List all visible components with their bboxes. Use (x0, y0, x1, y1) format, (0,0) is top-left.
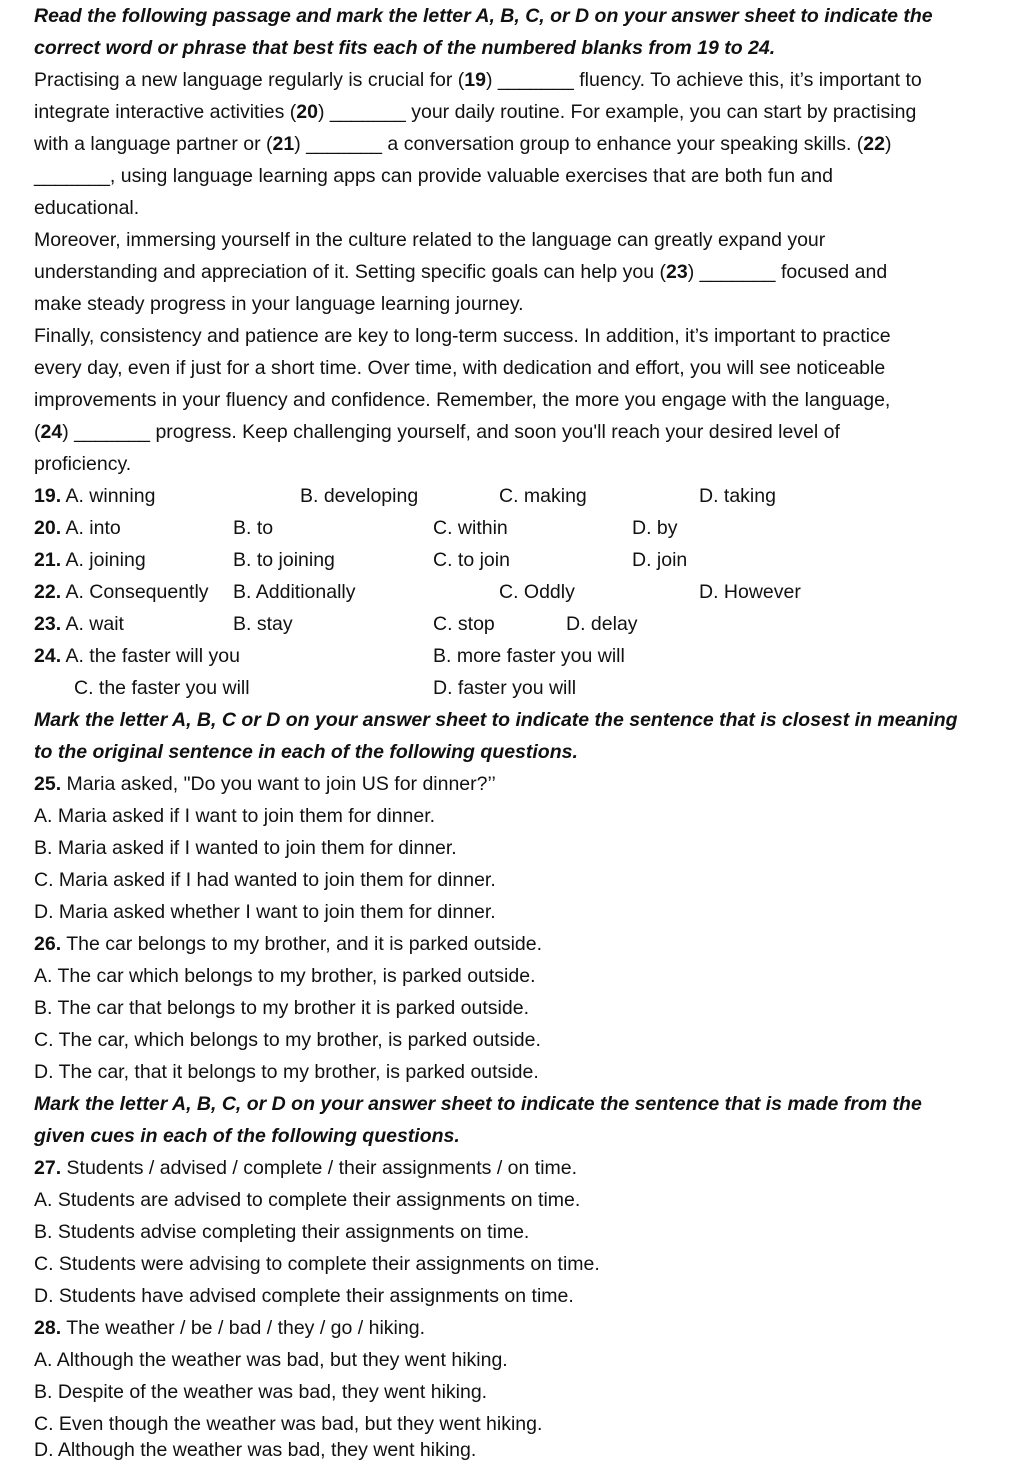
question-text: Maria asked, "Do you want to join US for dinner?’’ (66, 773, 496, 795)
option-c[interactable]: C. stop (433, 613, 495, 635)
option-d[interactable]: D. The car, that it belongs to my brother, is parked outside. (34, 1061, 539, 1083)
text: ) _______ fluency. To achieve this, it’s important to (486, 69, 922, 91)
option-b[interactable]: B. Despite of the weather was bad, they went hiking. (34, 1381, 488, 1403)
text: ) _______ your daily routine. For example, you can start by practising (317, 101, 917, 123)
option-c[interactable]: C. Maria asked if I had wanted to join them for dinner. (34, 869, 496, 891)
text: Practising a new language regularly is crucial for ( (34, 69, 465, 91)
question-21 (34, 544, 974, 576)
option-d[interactable]: D. by (632, 517, 678, 539)
option-b[interactable]: B. more faster you will (433, 645, 625, 667)
blank-number: 21 (272, 133, 295, 155)
blank-number: 23 (666, 261, 688, 283)
passage-line-7 (34, 256, 974, 288)
question-number: 24. (34, 645, 62, 667)
option-c[interactable]: C. making (499, 485, 587, 507)
passage-line-6: Moreover, immersing yourself in the culture related to the language can greatly expand your (34, 229, 826, 251)
option-c[interactable]: C. Even though the weather was bad, but they went hiking. (34, 1413, 543, 1435)
option-c[interactable]: C. Students were advising to complete their assignments on time. (34, 1253, 600, 1275)
question-number: 27. (34, 1157, 62, 1179)
text: integrate interactive activities ( (34, 101, 297, 123)
blank-number: 24 (40, 421, 63, 443)
option-d[interactable]: D. faster you will (433, 677, 577, 699)
question-25 (34, 768, 974, 800)
text: with a language partner or ( (34, 133, 273, 155)
text: ( (34, 421, 41, 443)
question-number: 28. (34, 1317, 62, 1339)
question-22 (34, 576, 974, 608)
passage-line-3 (34, 128, 974, 160)
question-text: The weather / be / bad / they / go / hiking. (66, 1317, 425, 1339)
option-a[interactable]: A. The car which belongs to my brother, is parked outside. (34, 965, 536, 987)
instruction-1-line-1: Read the following passage and mark the letter A, B, C, or D on your answer sheet to indicate the (34, 5, 933, 27)
option-a[interactable]: A. into (65, 517, 121, 539)
option-d[interactable]: D. taking (699, 485, 776, 507)
blank-number: 19 (464, 69, 486, 91)
text: ) _______ progress. Keep challenging yourself, and soon you'll reach your desired level of (62, 421, 840, 443)
option-a[interactable]: A. Maria asked if I want to join them for dinner. (34, 805, 436, 827)
option-b[interactable]: B. The car that belongs to my brother it is parked outside. (34, 997, 529, 1019)
option-b[interactable]: B. developing (300, 485, 419, 507)
question-26 (34, 928, 974, 960)
passage-line-4: _______, using language learning apps can provide valuable exercises that are both fun and (34, 165, 833, 187)
option-a[interactable]: A. joining (65, 549, 146, 571)
option-d[interactable]: D. However (699, 581, 801, 603)
passage-line-1 (34, 64, 974, 96)
option-d[interactable]: D. Although the weather was bad, they went hiking. (34, 1439, 477, 1461)
instruction-1-line-2: correct word or phrase that best fits each of the numbered blanks from 19 to 24. (34, 37, 776, 59)
question-number: 22. (34, 581, 62, 603)
option-a[interactable]: A. Students are advised to complete their assignments on time. (34, 1189, 581, 1211)
option-a[interactable]: A. the faster will you (65, 645, 240, 667)
question-23 (34, 608, 974, 640)
option-c[interactable]: C. Oddly (499, 581, 575, 603)
question-number: 23. (34, 613, 62, 635)
passage-line-8: make steady progress in your language learning journey. (34, 293, 524, 315)
option-b[interactable]: B. to (233, 517, 274, 539)
question-19 (34, 480, 974, 512)
question-number: 26. (34, 933, 62, 955)
passage-line-13: proficiency. (34, 453, 132, 475)
question-number: 25. (34, 773, 62, 795)
option-c[interactable]: C. The car, which belongs to my brother, is parked outside. (34, 1029, 541, 1051)
option-b[interactable]: B. stay (233, 613, 293, 635)
blank-number: 22 (863, 133, 885, 155)
option-b[interactable]: B. to joining (233, 549, 335, 571)
passage-line-11: improvements in your fluency and confidence. Remember, the more you engage with the language, (34, 389, 891, 411)
option-d[interactable]: D. Students have advised complete their assignments on time. (34, 1285, 574, 1307)
question-27 (34, 1152, 974, 1184)
question-28 (34, 1312, 974, 1344)
question-20 (34, 512, 974, 544)
question-number: 21. (34, 549, 62, 571)
passage-line-9: Finally, consistency and patience are key to long-term success. In addition, it’s important to practice (34, 325, 891, 347)
text: ) _______ focused and (687, 261, 888, 283)
text: ) _______ a conversation group to enhance your speaking skills. ( (294, 133, 864, 155)
question-text: Students / advised / complete / their assignments / on time. (66, 1157, 578, 1179)
option-d[interactable]: D. Maria asked whether I want to join them for dinner. (34, 901, 496, 923)
text: understanding and appreciation of it. Setting specific goals can help you ( (34, 261, 666, 283)
passage-line-10: every day, even if just for a short time. Over time, with dedication and effort, you will see noticeable (34, 357, 886, 379)
option-c[interactable]: C. within (433, 517, 508, 539)
question-number: 19. (34, 485, 62, 507)
instruction-3-line-1: Mark the letter A, B, C, or D on your answer sheet to indicate the sentence that is made from the (34, 1093, 922, 1115)
option-c[interactable]: C. the faster you will (74, 677, 250, 699)
passage-line-5: educational. (34, 197, 140, 219)
option-d[interactable]: D. delay (566, 613, 638, 635)
blank-number: 20 (296, 101, 318, 123)
question-text: The car belongs to my brother, and it is parked outside. (66, 933, 543, 955)
option-c[interactable]: C. to join (433, 549, 510, 571)
passage-line-2 (34, 96, 974, 128)
question-number: 20. (34, 517, 62, 539)
instruction-2-line-1: Mark the letter A, B, C or D on your answer sheet to indicate the sentence that is closest in meaning (34, 709, 958, 731)
option-a[interactable]: A. wait (65, 613, 124, 635)
option-d[interactable]: D. join (632, 549, 688, 571)
option-b[interactable]: B. Additionally (233, 581, 356, 603)
text: ) (885, 133, 892, 155)
instruction-2-line-2: to the original sentence in each of the following questions. (34, 741, 578, 763)
option-a[interactable]: A. Consequently (65, 581, 209, 603)
option-b[interactable]: B. Students advise completing their assignments on time. (34, 1221, 530, 1243)
passage-line-12 (34, 416, 974, 448)
option-a[interactable]: A. Although the weather was bad, but they went hiking. (34, 1349, 508, 1371)
option-a[interactable]: A. winning (65, 485, 156, 507)
question-24-row-2 (34, 672, 974, 704)
question-24-row-1 (34, 640, 974, 672)
instruction-3-line-2: given cues in each of the following questions. (34, 1125, 460, 1147)
option-b[interactable]: B. Maria asked if I wanted to join them for dinner. (34, 837, 457, 859)
